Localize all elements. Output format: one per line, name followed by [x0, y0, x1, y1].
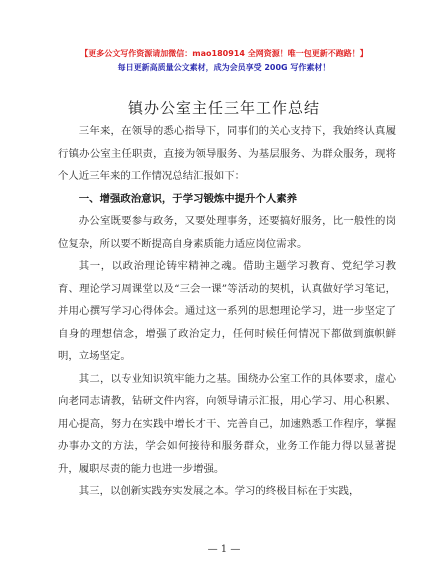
document-title: 镇办公室主任三年工作总结 — [127, 99, 320, 117]
document-body — [58, 120, 396, 503]
paragraph-intro: 三年来，在领导的悉心指导下，同事们的关心支持下，我始终认真履行镇办公室主任职责，直接为领导服务、为基层服务、为群众服务，现将个人近三年来的工作情况总结汇报如下： — [58, 125, 396, 182]
paragraph-point-1: 其一，以政治理论铸牢精神之魂。借助主题学习教育、党纪学习教育、理论学习周课堂以及“三会一课”等活动的契机，认真做好学习笔记，并用心撰写学习心得体会。通过这一系列的思想理论学习，进一步坚定了自身的理想信念，增强了政治定力，任何时候任何情况下都做到旗帜鲜明，立场坚定。 — [58, 260, 396, 362]
paragraph-point-3: 其三，以创新实践夯实发展之本。学习的终极目标在于实践， — [78, 485, 360, 497]
paragraph-section-intro: 办公室既要参与政务，又要处理事务，还要搞好服务，比一般性的岗位复杂，所以要不断提高自身素质能力适应岗位需求。 — [58, 215, 396, 250]
paragraph-point-2: 其二，以专业知识筑牢能力之基。围绕办公室工作的具体要求，虚心向老同志请教，钻研文件内容，向领导请示汇报，用心学习、用心积累、用心提高，努力在实践中增长才干、完善自己，加速熟悉工作程序，掌握办事办文的方法，学会如何接待和服务群众，业务工作能力得以显著提升，履职尽责的能力也进一步增强。 — [58, 372, 396, 475]
section-heading-1: 一、增强政治意识，于学习锻炼中提升个人素养 — [78, 192, 297, 205]
page-number: — 1 — — [207, 544, 241, 555]
promo-banner-line-2: 每日更新高质量公文素材，成为会员享受 200G 写作素材！ — [117, 63, 331, 72]
promo-banner-line-1: 【更多公文写作资源请加微信：mao180914 全网资源！唯一包更新不跑路！】 — [80, 49, 368, 58]
